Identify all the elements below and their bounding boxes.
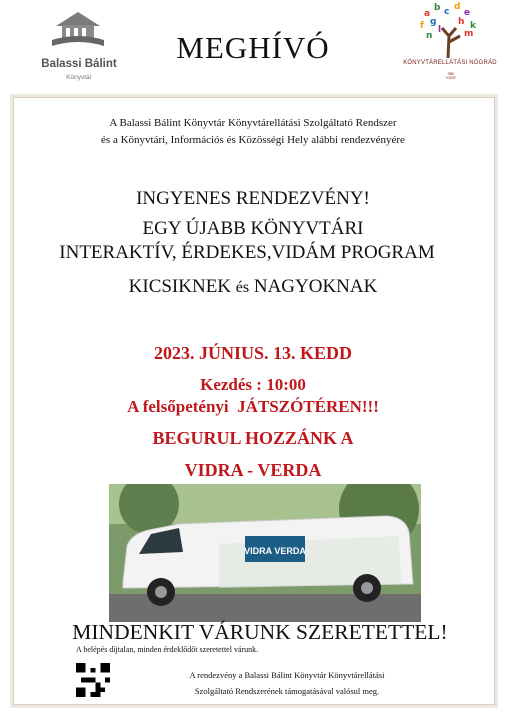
start-time: Kezdés : 10:00	[200, 375, 306, 394]
van-photo	[109, 484, 421, 622]
arrives-text: BEGURUL HOZZÁNK A	[152, 428, 354, 448]
svg-text:f: f	[420, 21, 424, 31]
library-logo-sub: Könyvtár	[66, 74, 92, 81]
audience-kids: KICSIKNEK	[128, 276, 232, 297]
page-title: MEGHÍVÓ	[176, 30, 330, 65]
svg-text:l: l	[438, 25, 442, 35]
intro-line-2: és a Könyvtári, Információs és Közösségi Hely alábbi rendezvényére	[101, 134, 405, 146]
entry-note: A belépés díjtalan, minden érdeklődőt szeretettel várunk.	[76, 645, 259, 654]
kszr-seal: SBK KSZR	[446, 72, 456, 80]
event-date: 2023. JÚNIUS. 13. KEDD	[153, 343, 353, 363]
intro-line-1: A Balassi Bálint Könyvtár Könyvtárellátási Szolgáltató Rendszer	[109, 117, 397, 129]
event-line-2: INTERAKTÍV, ÉRDEKES,VIDÁM PROGRAM	[59, 242, 435, 263]
svg-text:h: h	[458, 17, 465, 27]
svg-text:n: n	[426, 31, 433, 41]
kszr-logo-name: KÖNYVTÁRELLÁTÁSI NÓGRÁD	[403, 60, 497, 66]
audience-line	[0, 276, 506, 298]
svg-text:a: a	[424, 9, 431, 19]
closing-message: MINDENKIT VÁRUNK SZERETETTEL!	[72, 620, 448, 644]
intro-text	[40, 115, 466, 149]
svg-text:m: m	[464, 29, 474, 39]
footer-line-1: A rendezvény a Balassi Bálint Könyvtár Könyvtárellátási	[189, 670, 385, 680]
free-event-heading: INGYENES RENDEZVÉNY!	[136, 188, 370, 209]
event-line-1: EGY ÚJABB KÖNYVTÁRI	[142, 218, 364, 239]
svg-text:g: g	[430, 17, 437, 27]
audience-adults: NAGYOKNAK	[253, 276, 378, 297]
svg-text:k: k	[470, 21, 476, 31]
van-label	[244, 536, 306, 562]
svg-text:b: b	[434, 3, 441, 13]
svg-text:e: e	[464, 8, 471, 18]
van-illustration	[109, 484, 421, 622]
event-place	[0, 397, 506, 417]
place-name: JÁTSZÓTÉREN!!!	[237, 397, 379, 416]
svg-text:c: c	[444, 7, 450, 17]
colorful-tree-icon	[416, 2, 484, 60]
qr-code-icon	[76, 663, 110, 697]
svg-text:VIDRA VERDA: VIDRA VERDA	[244, 546, 306, 556]
audience-and: és	[235, 279, 250, 296]
qr-code[interactable]	[76, 663, 110, 697]
library-logo-name: Balassi Bálint	[41, 58, 117, 70]
bus-name: VIDRA - VERDA	[184, 460, 322, 480]
kszr-logo	[402, 2, 498, 88]
place-prefix: A felsőpetényi	[127, 397, 229, 416]
svg-text:d: d	[454, 2, 461, 12]
footer-text	[124, 667, 450, 699]
footer-line-2: Szolgáltató Rendszerének támogatásával valósul meg.	[194, 686, 380, 696]
